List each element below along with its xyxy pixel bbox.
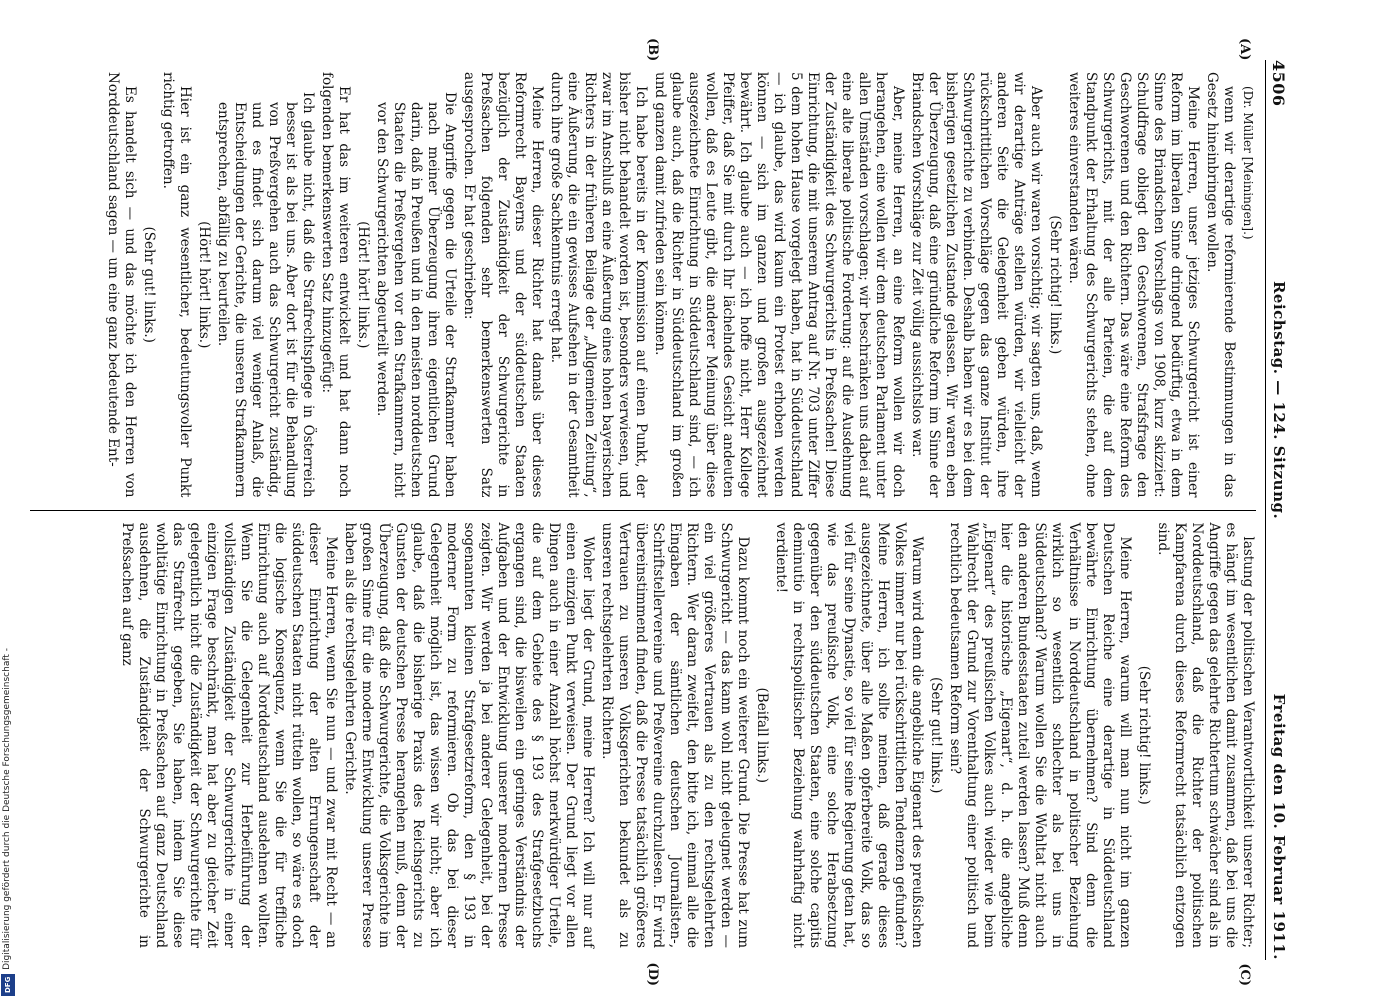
interjection: (Sehr gut! links.) (141, 226, 157, 343)
right-column (30, 510, 1256, 961)
digitization-credit (0, 0, 16, 1000)
interjection: (Sehr richtig! links.) (1047, 215, 1063, 355)
margin-letter-b: (B) (645, 38, 660, 62)
paragraph: Woher liegt der Grund, meine Herren? Ich will nur auf einen einzigen Punkt verweisen. Der Grund liegt vor allen Dingen auch in einer Anzahl höchst merkwürdiger Urteile, die auf dem Gebiete des § 193 des Strafgesetzbuchs ergangen sind, die bisweilen ein geringes Verständnis der Aufgaben und der Entwicklung unserer modernen Presse zeigten. Wir werden ja bei anderer Gelegenheit, bei der sogenannten kleinen Strafgesetzreform, den § 193 in moderner Form zu reformieren. Ob das bei dieser Gelegenheit möglich ist, das wissen wir nicht; aber ich glaube, daß die bisherige Praxis des Reichsgerichts zu Gunsten der deutschen Presse herangehen muß, denn der Überzeugung, daß die Schwurgerichte, die Volksgerichte im großen Sinne für die moderne Entwicklung unserer Presse haben als die rechtsgelehrten Gerichte. (342, 522, 596, 948)
paragraph: Meine Herren, unser jetziges Schwurgericht ist einer Reform im liberalen Sinne dringend bedürftig, etwa in dem Sinne des Briandschen Vorschlags von 1908, kurz skizziert: Schuldfrage obliegt den Geschworenen, Strafsfrage den Geschworenen und den Richtern. Das wäre eine Reform des Schwurgerichts, mit der alle Parteien, die auf dem Standpunkt der Erhaltung des Schwurgerichts stehen, ohne weiteres einverstanden wären. (1066, 72, 1201, 498)
interjection: (Sehr gut! links.) (928, 677, 944, 794)
interjection: (Hört! hört! links.) (196, 221, 212, 349)
paragraph: Ich habe bereits in der Kommission auf einen Punkt, der bisher nicht behandelt worden ist, besonders verwiesen, und zwar im Anschluß an eine Äußerung eines hohen bayerischen Richters in der früheren Beilage der „Allgemeinen Zeitung“, eine Äußerung, die ein gewisses Aufsehen in der Gesamtheit durch ihre große Sachkenntnis erregt hat. (548, 72, 649, 498)
text-columns (30, 60, 1256, 960)
paragraph: Meine Herren, dieser Richter hat damals über dieses Reformrecht Bayerns und der süddeutschen Staaten bezüglich der Zuständigkeit der Schwurgerichte in Preßsachen folgenden sehr bemerkenswerten Satz ausgesprochen. Er hat geschrieben: (461, 72, 545, 498)
paragraph: Es handelt sich — und das möchte ich den Herren von Norddeutschland sagen — um eine ganz bedeutende Ent- (105, 72, 138, 498)
paragraph: Er hat das im weiteren entwickelt und hat dann noch folgenden bemerkenswerten Satz hinzugefügt: (319, 72, 352, 498)
paragraph: wenn wir derartige reformierende Bestimmungen in das Gesetz hineinbringen wollen. (1204, 72, 1237, 498)
paragraph: Warum wird denn die angebliche Eigenart des preußischen Volkes immer nur bei rückschrittlichen Tendenzen gefunden? Meine Herren, ich sollte meinen, daß gerade dieses ausgezeichnete, über alle Maßen opferbereite Volk, das so viel für seine Dynastie, so viel für seine Regierung getan hat, wie das preußische Volk, eine solche Herabsetzung gegenüber den süddeutschen Staaten, eine solche capitis deminutio in rechtspolitischer Beziehung wahrhaftig nicht verdiente! (773, 522, 925, 948)
quotation: Ich glaube nicht, daß die Strafrechtspflege in Österreich besser ist als bei uns. Aber dort ist für die Behandlung von Preßvergehen auch das Schwurgericht zuständig, und es findet sich darum viel weniger Anlaß, die Entscheidungen der Gerichte, die unseren Strafkammern entsprechen, abfällig zu beurteilen. (215, 92, 316, 498)
paragraph: Meine Herren, wenn Sie nun — und zwar mit Recht — an dieser Einrichtung der alten Errungenschaft der süddeutschen Staaten nicht rütteln wollen, so wäre es doch die logische Konsequenz, wenn Sie die für treffliche Einrichtung auch auf Norddeutschland ausdehnen wollten. Wenn Sie die Gelegenheit zur Herbeiführung der vollständigen Zuständigkeit der Schwurgerichte in einer einzigen Frage beschränkt, man hat aber zu gleicher Zeit gelegentlich nicht die Zuständigkeit der Schwurgerichte für das Strafrecht gegeben, Sie haben, indem Sie diese wohltätige Einrichtung in Preßsachen auf ganz Deutschland ausdehnen, die Zuständigkeit der Schwurgerichte in Preßsachen auf ganz (119, 522, 339, 948)
paragraph: lastung der politischen Verantwortlichkeit unserer Richter; es hängt im wesentlichen damit zusammen, daß bei uns die Angriffe gegen das gelehrte Richtertum schwächer sind als in Norddeutschland, daß die Richter der politischen Kampfarena durch dieses Reformrecht tatsächlich entzogen sind. (1155, 522, 1256, 948)
scanned-page (20, 30, 1300, 990)
margin-letter-a: (A) (1237, 38, 1252, 61)
dfg-logo: DFG (1, 974, 15, 996)
paragraph: Meine Herren, warum will man nun nicht im ganzen Deutschen Reiche eine derartige in Süddeutschland bewährte Einrichtung übernehmen? Sind denn die Verhältnisse in Norddeutschland in politischer Beziehung wirklich so wesentlich schlechter als bei uns in Süddeutschland? Warum wollen Sie die Wohltat nicht auch den anderen Bundesstaaten zuteil werden lassen? Muß denn hier die historische „Eigenart“, d. h. die angebliche „Eigenart“ des preußischen Volkes auch wieder wie beim Wahlrecht der Grund zur Vorenthaltung einer politisch und rechtlich bedeutsamen Reform sein? (947, 522, 1133, 948)
interjection: (Hört! hört! links.) (355, 221, 371, 349)
speaker-label: (Dr. Müller [Meiningen].) (1241, 86, 1255, 240)
interjection: (Sehr richtig! links.) (1136, 665, 1152, 805)
paragraph: Aber auch wir waren vorsichtig; wir sagten uns, daß, wenn wir derartige Anträge stellen würden, wir vielleicht der anderen Seite die Gelegenheit geben würden, ihre rückschrittlichen Vorschläge gegen das ganze Institut der Schwurgerichte zu verbinden. Deshalb haben wir es bei dem bisherigen gesetzlichen Zustande gelassen. Wir waren eben der Überzeugung, daß eine gründliche Reform im Sinne der Briandschen Vorschläge zur Zeit völlig aussichtslos war. (909, 72, 1044, 498)
page-number: 4506 (1269, 60, 1289, 107)
page-header (1265, 60, 1292, 960)
margin-letter-c: (C) (1237, 963, 1252, 986)
page-rotated (20, 30, 1300, 990)
quotation: Die Angriffe gegen die Urteile der Strafkammer haben nach meiner Überzeugung ihren eigentlichen Grund darin, daß in Preußen und in den meisten norddeutschen Staaten die Preßvergehen vor den Strafkammern, nicht vor den Schwurgerichten abgeurteilt werden. (374, 92, 458, 498)
paragraph: Hier ist ein ganz wesentlicher, bedeutungsvoller Punkt richtig getroffen. (160, 72, 193, 498)
left-column (30, 60, 1256, 510)
credit-text: Digitalisierung gefördert durch die Deutsche Forschungsgemeinschaft - (2, 648, 12, 970)
paragraph: Aber, meine Herren, an eine Reform wollen wir doch herangehen, eine wollen wir dem deutschen Parlament unter allen Umständen vorschlagen; wir beschränken uns dabei auf eine alte liberale politische Forderung: auf die Ausdehnung der Zuständigkeit des Schwurgerichts in Preßsachen! Diese Einrichtung, die mit unserem Antrag auf Nr. 703 unter Ziffer 5 dem hohen Hause vorgelegt haben, hat in Süddeutschland — ich glaube, das wird kaum ein Protest erhoben werden können — sich im ganzen und großen ausgezeichnet bewährt. Ich glaube auch — ich hoffe nicht, Herr Kollege Pfeiffer, daß Sie mit durch Ihr lächelndes Gesicht andeuten wollen, daß es Leute gibt, die anderer Meinung über diese ausgezeichnete Einrichtung in Süddeutschland sind, — ich glaube auch, daß die Richter in Süddeutschland im großen und ganzen damit zufrieden sein können. (652, 72, 906, 498)
margin-letter-d: (D) (645, 962, 660, 986)
session-title: Reichstag. — 124. Sitzung. (1270, 280, 1288, 520)
paragraph: Dazu kommt noch ein weiterer Grund. Die Presse hat zum Schwurgericht — das kann wohl nicht geleugnet werden — ein viel größeres Vertrauen als zu den rechtsgelehrten Richtern. Wer daran zweifelt, den bitte ich, einmal alle die Eingaben der sämtlichen deutschen Journalisten-, Schriftstellervereine und Preßvereine durchzulesen. Er wird übereinstimmend finden, daß die Presse tatsächlich größeres Vertrauen zu unseren Volksgerichten bekundet als zu unseren rechtsgelehrten Richtern. (599, 522, 751, 948)
interjection: (Beifall links.) (754, 687, 770, 783)
session-date: Freitag den 10. Februar 1911. (1270, 693, 1288, 960)
